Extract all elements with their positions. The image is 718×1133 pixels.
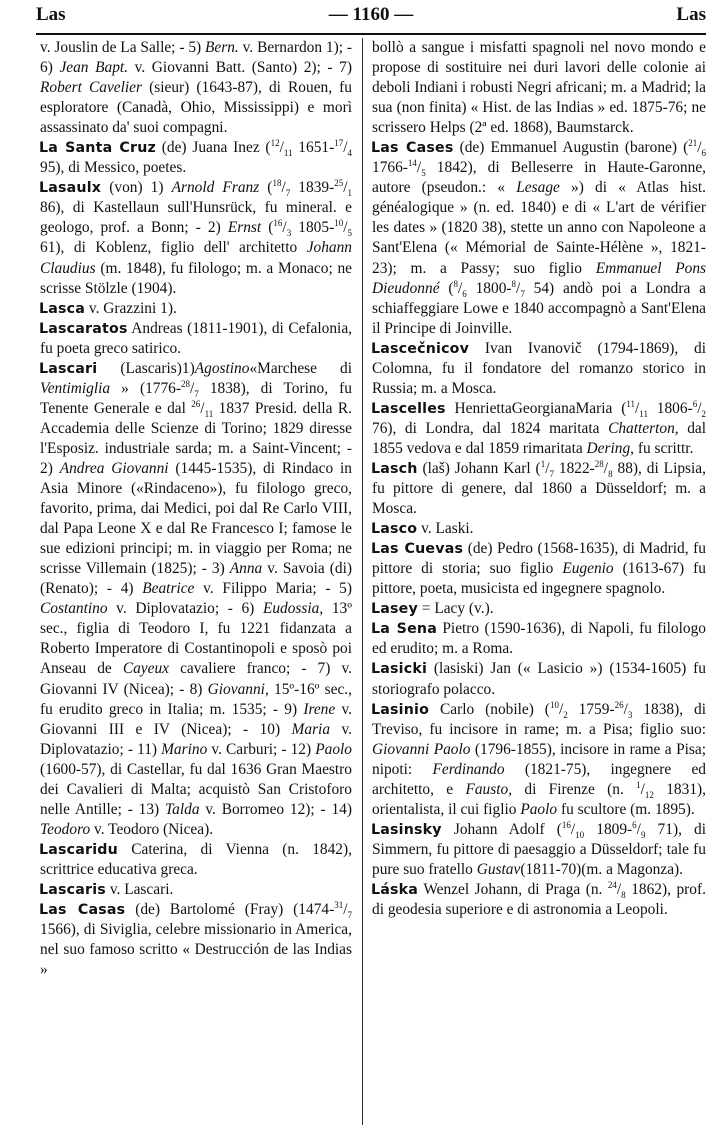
dictionary-entry xyxy=(372,599,706,619)
dictionary-entry xyxy=(40,880,352,900)
dictionary-entry xyxy=(372,820,706,880)
dictionary-entry xyxy=(372,880,706,920)
entry-body: (laš) Johann Karl ($^1/_7$ $1822-^{28}/_8$ 88), di Lipsia, fu pittore di genere, dal 1860 a Düsseldorf; m. a Mosca. xyxy=(372,458,706,518)
entry-headword: Lascari xyxy=(39,360,98,377)
entry-headword: Lasinio xyxy=(371,701,430,718)
page-number: — 1160 — xyxy=(328,4,414,25)
entry-headword: Las Cuevas xyxy=(371,541,464,558)
entry-body: Caterina, di Vienna (n. 1842), scrittrice educativa greca. xyxy=(40,840,352,878)
entry-headword: Lasey xyxy=(371,601,418,618)
left-column xyxy=(40,38,352,980)
dictionary-entry xyxy=(372,138,706,338)
dictionary-entry xyxy=(372,700,706,820)
dictionary-entry xyxy=(372,659,706,699)
entry-headword: Lascelles xyxy=(371,400,446,417)
entry-headword: Las Casas xyxy=(39,902,126,919)
dictionary-entry xyxy=(40,299,352,319)
entry-headword: La Sena xyxy=(371,621,437,638)
entry-body: Ivan Ivanovič (1794-1869), di Colomna, fu il fondatore del romanzo storico in Russia; m. a Mosca. xyxy=(372,339,706,397)
header-right-guideword: Las xyxy=(676,4,706,25)
entry-body: Wenzel Johann, di Praga (n. $^{24}/_8$ 1862), prof. di geodesia superiore e di astronomia a Leopoli. xyxy=(372,879,706,919)
entry-headword: Lascaridu xyxy=(39,841,118,858)
entry-headword: Lasch xyxy=(371,460,418,477)
entry-headword: Lasinsky xyxy=(371,821,442,838)
dictionary-entry xyxy=(372,38,706,138)
right-column xyxy=(372,38,706,920)
entry-body: v. Jouslin de La Salle; - 5) Bern. v. Bernardon 1); - 6) Jean Bapt. v. Giovanni Batt. (Santo) 2); - 7) Robert Cavelier (sieur) (1643-87), di Rouen, fu esploratore (Canadà, Ohio, Mississippi) e morì assassinato da' suoi compagni. xyxy=(40,39,353,137)
column-divider xyxy=(362,38,363,1125)
entry-headword: Lascečnicov xyxy=(371,340,470,357)
dictionary-entry xyxy=(40,359,352,840)
entry-body: Johann Adolf ($^{16}/_{10}$ $1809-^6/_9$ 71), di Simmern, fu pittore di paesaggio a Düsseldorf; tale fu pure suo fratello Gustav(1811-70)(m. a Magonza). xyxy=(372,819,706,878)
entry-headword: Lasco xyxy=(371,521,418,538)
entry-headword: Lasca xyxy=(39,300,86,317)
entry-headword: Láska xyxy=(371,881,419,898)
entry-headword: Lasaulx xyxy=(39,180,102,197)
dictionary-entry xyxy=(372,539,706,599)
entry-body: (von) 1) Arnold Franz ($^{18}/_7$ $1839-^{25}/_1$ 86), di Kastellaun sull'Hunsrück, fu mineral. e geologo, prof. a Bonn; - 2) Ernst ($^{16}/_3$ $1805-^{10}/_5$ 61), di Koblenz, figlio dell' architetto Johann Claudius (m. 1848), fu filologo; m. a Monaco; ne scrisse Stölzle (1904). xyxy=(40,178,352,297)
entry-body: v. Grazzini 1). xyxy=(88,299,177,317)
entry-body: Pietro (1590-1636), di Napoli, fu filologo ed erudito; m. a Roma. xyxy=(372,620,706,658)
dictionary-entry xyxy=(40,178,352,298)
entry-body: = Lacy (v.). xyxy=(421,600,494,618)
entry-body: v. Laski. xyxy=(421,520,474,538)
entry-headword: La Santa Cruz xyxy=(39,140,156,157)
page-header xyxy=(36,4,706,30)
dictionary-entry xyxy=(40,840,352,880)
dictionary-entry xyxy=(40,38,352,138)
entry-body: v. Lascari. xyxy=(109,880,174,898)
entry-headword: Lascaris xyxy=(39,881,106,898)
dictionary-entry xyxy=(372,399,706,459)
dictionary-entry xyxy=(40,900,352,980)
entry-headword: Lasicki xyxy=(371,661,428,678)
entry-body: Andreas (1811-1901), di Cefalonia, fu poeta greco satirico. xyxy=(40,319,353,357)
entry-body: (Lascaris)1)Agostino«Marchese di Ventimiglia » ($1776-^{28}/_7$ 1838), di Torino, fu Tenente Generale e dal $^{26}/_{11}$ 1837 Presid. della R. Accademia delle Scienze di Torino; 1829 diresse l'Esposiz. industriale sarda; m. a Saint-Vincent; - 2) Andrea Giovanni (1445-1535), di Rindaco in Asia Minore («Rindaceno»), fu filologo greco, favorito, prima, dai Medici, poi dal Re Carlo VIII, dal Papa Leone X e dal Re Francesco I; famose le sue edizioni principi; m. in viaggio per Roma; ne scrisse Villemain (1825); - 3) Anna v. Savoia (di) (Renato); - 4) Beatrice v. Filippo Maria; - 5) Costantino v. Diplovatazio; - 6) Eudossia, 13º sec., figlia di Teodoro I, fu 1221 fidanzata a Roberto Imperatore di Costantinopoli e sposò poi Anseau de Cayeux cavaliere franco; - 7) v. Giovanni IV (Nicea); - 8) Giovanni, 15º-16º sec., fu erudito greco in Italia; m. 1535; - 9) Irene v. Giovanni III e IV (Nicea); - 10) Maria v. Diplovatazio; - 11) Marino v. Carburi; - 12) Paolo (1600-57), di Castellar, fu dal 1636 Gran Maestro dei Cavalieri di Malta; acquistò San Cristoforo nelle Antille; - 13) Talda v. Borromeo 12); - 14) Teodoro v. Teodoro (Nicea). xyxy=(40,359,353,838)
entry-body: (de) Bartolomé (Fray) ($1474-^{31}/_7$ 1566), di Siviglia, celebre missionario in America, nel suo famoso scritto « Destrucción de las Indias » xyxy=(40,899,352,979)
entry-body: (de) Juana Inez ($^{12}/_{11}$ $1651-^{17}/_4$ 95), di Messico, poetes. xyxy=(40,138,352,177)
header-rule xyxy=(36,33,706,35)
dictionary-entry xyxy=(372,459,706,519)
dictionary-entry xyxy=(372,619,706,659)
entry-headword: Lascaratos xyxy=(39,320,128,337)
entry-body: (de) Pedro (1568-1635), di Madrid, fu pittore di storia; suo figlio Eugenio (1613-67) fu pittore, poeta, musicista ed ingegnere spagnolo. xyxy=(372,540,706,598)
entry-body: Carlo (nobile) ($^{10}/_2$ $1759-^{26}/_3$ 1838), di Treviso, fu incisore in rame; m. a Pisa; figlio suo: Giovanni Paolo (1796-1855), incisore in rame a Pisa; nipoti: Ferdinando (1821-75), ingegnere ed architetto, e Fausto, di Firenze (n. $^1/_{12}$ 1831), orientalista, il cui figlio Paolo fu scultore (m. 1895). xyxy=(372,699,706,818)
dictionary-entry xyxy=(372,519,706,539)
entry-body: HenriettaGeorgianaMaria ($^{11}/_{11}$ $1806-^6/_2$ 76), di Londra, dal 1824 maritata Chatterton, dal 1855 vedova e dal 1859 rimaritata Dering, fu scrittr. xyxy=(372,398,707,457)
entry-body: (lasiski) Jan (« Lasicio ») (1534-1605) fu storiografo polacco. xyxy=(372,660,706,698)
header-left-guideword: Las xyxy=(36,4,66,25)
dictionary-entry xyxy=(40,319,352,359)
dictionary-entry xyxy=(40,138,352,178)
entry-headword: Las Cases xyxy=(371,140,454,157)
entry-body: bollò a sangue i misfatti spagnoli nel novo mondo e propose di sostituire nei duri lavori delle colonie ai deboli Indiani i robusti Negri africani; m. a Madrid; la sua (non finita) « Hist. de las Indias » ed. 1875-76; ne scrissero Helps (2ª ed. 1868), Baumstarck. xyxy=(372,39,706,137)
dictionary-entry xyxy=(372,339,706,399)
entry-body: (de) Emmanuel Augustin (barone) ($^{21}/_6$ $1766-^{14}/_5$ 1842), di Belleserre in Haute-Garonne, autore (pseudon.: « Lesage ») di « Atlas hist. généalogique » (n. ed. 1840) e di « L'art de vérifier les dates » (1820 38), stette un anno con Napoleone a Sant'Elena (« Mémorial de Sainte-Hélène », 1821-23); m. a Passy; suo figlio Emmanuel Pons Dieudonné ($^8/_6$ $1800-^8/_7$ 54) andò poi a Londra a schiaffeggiare Lowe e 1840 accompagnò a Sant'Elena il Principe di Joinville. xyxy=(372,138,707,337)
